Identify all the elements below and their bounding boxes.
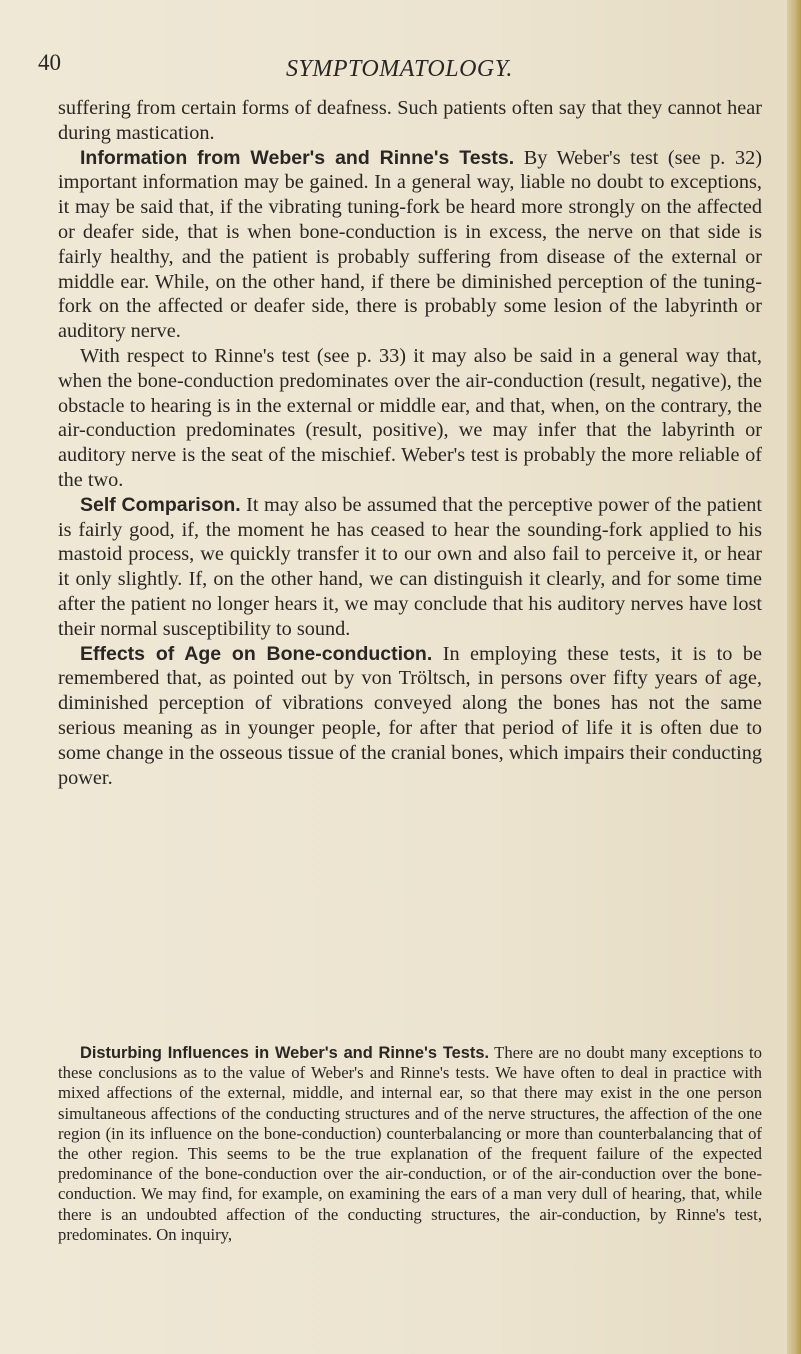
section-heading-self-comparison: Self Comparison.: [80, 493, 241, 516]
paragraph-1: suffering from certain forms of deafness. Such patients often say that they cannot hear during mastication.: [58, 97, 762, 144]
page-number: 40: [38, 50, 61, 75]
paragraph-2-text: By Weber's test (see p. 32) important information may be gained. In a general way, liable no doubt to exceptions, it may be said that, if the vibrating tuning-fork be heard more strongly on the affected or deafer side, that is when bone-conduction is in excess, the nerve on that side is fairly healthy, and the patient is probably suffering from disease of the external or middle ear. While, on the other hand, if there be diminished perception of the tuning-fork on the affected or deafer side, there is probably some lesion of the labyrinth or auditory nerve.: [58, 146, 762, 343]
paragraph-small: [58, 1043, 762, 1245]
small-print-block: [58, 1043, 762, 1245]
main-text-block: [58, 96, 762, 790]
paragraph-5-text: In employing these tests, it is to be remembered that, as pointed out by von Tröltsch, in persons over fifty years of age, diminished perception of vibrations conveyed along the bones has not the same serious meaning as in younger people, for after that period of life it is often due to some change in the osseous tissue of the cranial bones, which impairs their conducting power.: [58, 642, 762, 789]
paragraph-4: [58, 493, 762, 642]
paragraph-3: With respect to Rinne's test (see p. 33) it may also be said in a general way that, when the bone-conduction predominates over the air-conduction (result, negative), the obstacle to hearing is in the external or middle ear, and that, when, on the contrary, the air-conduction predominates (result, positive), we may infer that the labyrinth or auditory nerve is the seat of the mischief. Weber's test is probably the more reliable of the two.: [58, 344, 762, 491]
section-heading-effects-of-age: Effects of Age on Bone-conduction.: [80, 642, 433, 665]
running-title: SYMPTOMATOLOGY.: [286, 56, 513, 82]
paragraph-2: [58, 146, 762, 344]
section-heading-weber-rinne: Information from Weber's and Rinne's Tests.: [80, 146, 515, 169]
page-edge-shadow: [787, 0, 801, 1354]
paragraph-4-text: It may also be assumed that the perceptive power of the patient is fairly good, if, the moment he has ceased to hear the sounding-fork applied to his mastoid process, we quickly transfer it to our own and also fail to perceive it, or hear it only slightly. If, on the other hand, we can distinguish it clearly, and for some time after the patient no longer hears it, we may conclude that his auditory nerves have lost their normal susceptibility to sound.: [58, 493, 762, 640]
paragraph-small-text: There are no doubt many exceptions to these conclusions as to the value of Weber's and Rinne's tests. We have often to deal in practice with mixed affections of the external, middle, and internal ear, so that there may exist in the one person simultaneous affections of the conducting structures and of the nerve structures, the affection of the one region (in its influence on the bone-conduction) counterbalancing or more than counterbalancing that of the other region. This seems to be the true explanation of the frequent failure of the expected predominance of the bone-conduction over the air-conduction, or of the air-conduction over the bone-conduction. We may find, for example, on examining the ears of a man very dull of hearing, that, while there is an undoubted affection of the conducting structures, the air-conduction, by Rinne's test, predominates. On inquiry,: [58, 1043, 763, 1244]
section-heading-disturbing-influences: Disturbing Influences in Weber's and Rinne's Tests.: [80, 1044, 490, 1062]
paragraph-5: [58, 642, 762, 791]
